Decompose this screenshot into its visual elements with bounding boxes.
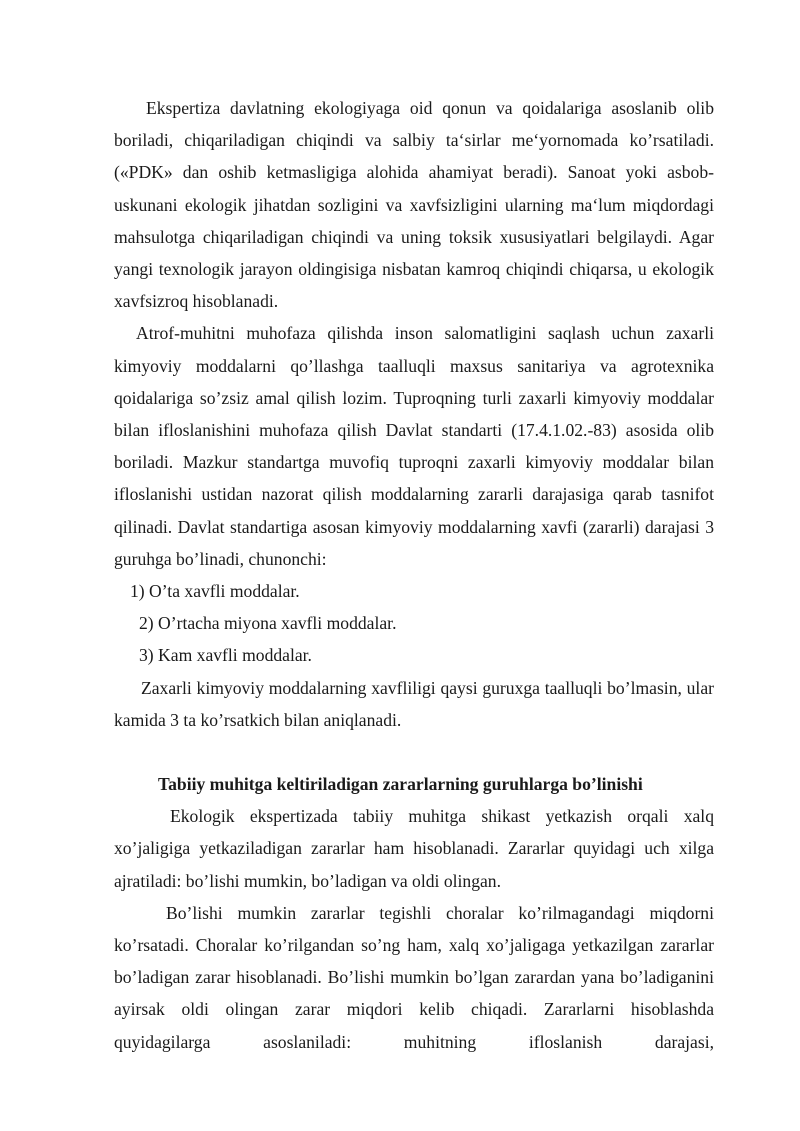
section-heading: Tabiiy muhitga keltiriladigan zararlarning guruhlarga bo’linishi bbox=[158, 774, 643, 795]
paragraph-expertise: Ekspertiza davlatning ekologiyaga oid qonun va qoidalariga asoslanib olib boriladi, chiqariladigan chiqindi va salbiy ta‘sirlar me‘yornomada ko’rsatiladi. («PDK» dan oshib ketmasligiga alohida ahamiyat beradi). Sanoat yoki asbob-uskunani ekologik jihatdan sozligini va xavfsizligini ularning ma‘lum miqdordagi mahsulotga chiqariladigan chiqindi va uning toksik xususiyatlari belgilaydi. Agar yangi texnologik jarayon oldingisiga nisbatan kamroq chiqindi chiqarsa, u ekologik xavfsizroq hisoblanadi. bbox=[114, 98, 714, 312]
list-item-very-dangerous: 1) O’ta xavfli moddalar. bbox=[130, 581, 300, 602]
list-item-low-dangerous: 3) Kam xavfli moddalar. bbox=[139, 645, 312, 666]
list-item-moderately-dangerous: 2) O’rtacha miyona xavfli moddalar. bbox=[139, 613, 397, 634]
paragraph-damage-types: Ekologik ekspertizada tabiiy muhitga shikast yetkazish orqali xalq xo’jaligiga yetkaziladigan zararlar ham hisoblanadi. Zararlar quyidagi uch xilga ajratiladi: bo’lishi mumkin, bo’ladigan va oldi olingan. bbox=[114, 806, 714, 891]
paragraph-indicators: Zaxarli kimyoviy moddalarning xavfliligi qaysi guruxga taalluqli bo’lmasin, ular kamida 3 ta ko’rsatkich bilan aniqlanadi. bbox=[114, 677, 714, 730]
document-body bbox=[114, 92, 714, 1058]
paragraph-damage-calculation: Bo’lishi mumkin zararlar tegishli choralar ko’rilmagandagi miqdorni ko’rsatadi. Choralar ko’rilgandan so’ng ham, xalq xo’jaligaga yetkazilgan zararlar bo’ladigan zarar hisoblanadi. Bo’lishi mumkin bo’lgan zarardan yana bo’ladiganini ayirsak oldi olingan zarar miqdori kelib chiqadi. Zararlarni hisoblashda quyidagilarga asoslaniladi: muhitning ifloslanish darajasi, bbox=[114, 902, 714, 1052]
section-spacer bbox=[114, 736, 714, 768]
paragraph-environment-protection: Atrof-muhitni muhofaza qilishda inson salomatligini saqlash uchun zaxarli kimyoviy moddalarni qo’llashga taalluqli maxsus sanitariya va agrotexnika qoidalariga so’zsiz amal qilish lozim. Tuproqning turli zaxarli kimyoviy moddalar bilan ifloslanishini muhofaza qilish Davlat standarti (17.4.1.02.-83) asosida olib boriladi. Mazkur standartga muvofiq tuproqni zaxarli kimyoviy moddalar bilan ifloslanishi ustidan nazorat qilish moddalarning zararli darajasiga qarab tasnifot qilinadi. Davlat standartiga asosan kimyoviy moddalarning xavfi (zararli) darajasi 3 guruhga bo’linadi, chunonchi: bbox=[114, 323, 714, 569]
